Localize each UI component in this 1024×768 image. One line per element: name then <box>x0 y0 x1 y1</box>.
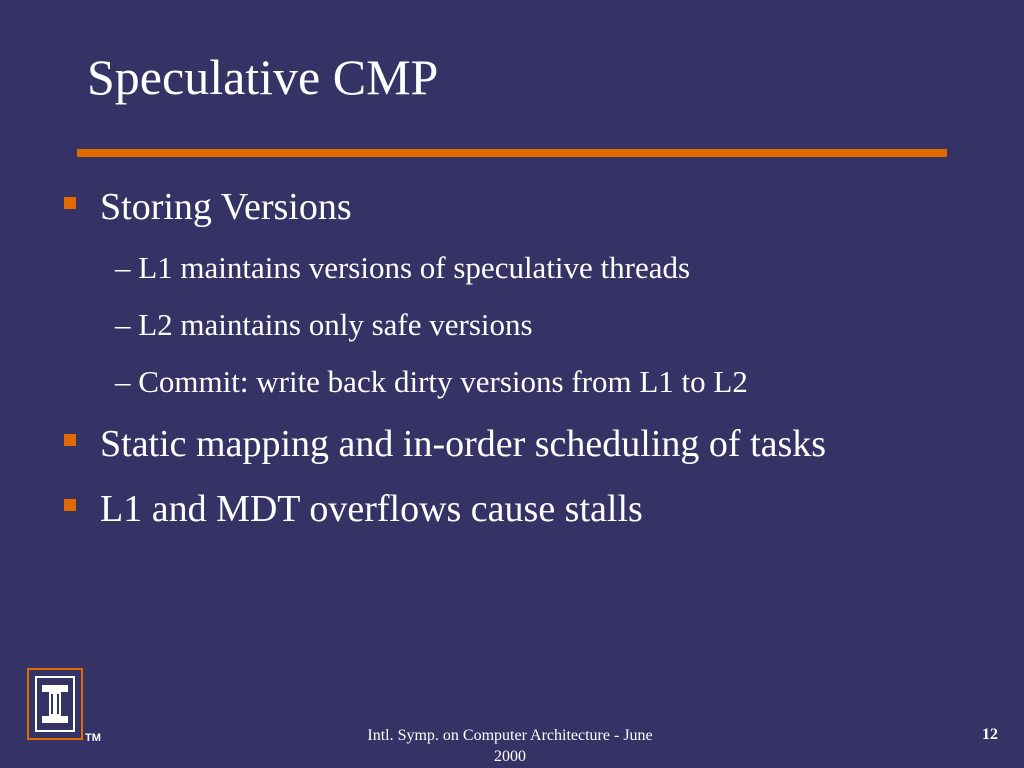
sub-bullet-item: – Commit: write back dirty versions from L1 to L2 <box>115 364 748 399</box>
bullet-text: L1 and MDT overflows cause stalls <box>100 488 643 530</box>
square-bullet-icon <box>64 197 76 209</box>
title-divider <box>77 149 947 157</box>
square-bullet-icon <box>64 499 76 511</box>
footer-line-2: 2000 <box>494 748 526 765</box>
square-bullet-icon <box>64 434 76 446</box>
block-i-icon <box>35 676 75 732</box>
footer-conference-text <box>330 725 690 767</box>
sub-bullet-item: – L2 maintains only safe versions <box>115 307 533 342</box>
bullet-text: Storing Versions <box>100 186 352 228</box>
trademark-label: TM <box>85 732 101 744</box>
footer-line-1: Intl. Symp. on Computer Architecture - June <box>367 727 653 744</box>
bullet-text: Static mapping and in-order scheduling of tasks <box>100 423 827 465</box>
page-number: 12 <box>982 726 998 743</box>
university-logo-icon <box>27 668 83 740</box>
sub-bullet-item: – L1 maintains versions of speculative threads <box>115 250 691 285</box>
slide-title: Speculative CMP <box>87 49 439 105</box>
